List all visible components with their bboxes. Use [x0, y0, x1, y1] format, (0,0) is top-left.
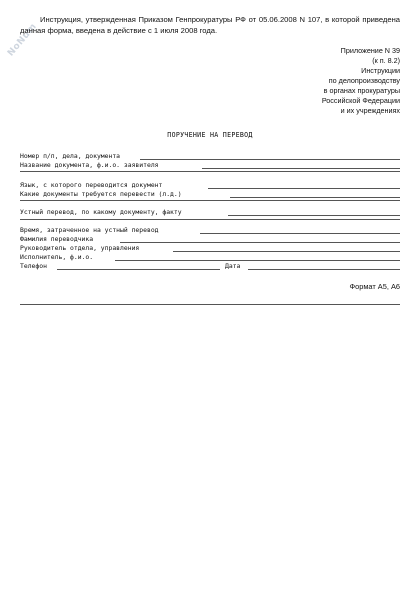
field-number-label: Номер п/п, дела, документа	[20, 152, 121, 160]
appendix-number: Приложение N 39	[340, 46, 400, 55]
field-translator-label: Фамилия переводчика	[20, 235, 94, 243]
field-language-label: Язык, с которого переводится документ	[20, 181, 163, 189]
appendix-line: в органах прокуратуры	[323, 86, 400, 95]
field-phone-label: Телефон	[20, 262, 47, 270]
blank-line[interactable]	[20, 200, 400, 201]
field-executor-label: Исполнитель, ф.и.о.	[20, 253, 94, 261]
field-doc-name	[20, 160, 400, 170]
format-note: Формат А5, А6	[349, 282, 400, 291]
field-phone	[20, 261, 400, 271]
field-oral-label: Устный перевод, по какому документу, факту	[20, 208, 182, 216]
intro-note: Инструкция, утвержденная Приказом Генпрокуратуры РФ от 05.06.2008 N 107, в которой приведена данная форма, введена в действие с 1 июля 2008 года.	[20, 15, 400, 35]
watermark: NoNum	[6, 21, 40, 59]
appendix-line: Российской Федерации	[321, 96, 400, 105]
field-documents-label: Какие документы требуется перевести (л.д.)	[20, 190, 182, 198]
field-oral-line[interactable]	[228, 215, 400, 216]
appendix-header	[220, 46, 400, 116]
field-doc-name-label: Название документа, ф.и.о. заявителя	[20, 161, 159, 169]
divider	[20, 304, 400, 305]
field-date-label: Дата	[225, 262, 241, 270]
field-time-label: Время, затраченное на устный перевод	[20, 226, 159, 234]
appendix-clause: (к п. 8.2)	[372, 56, 400, 65]
appendix-line: по делопроизводству	[328, 76, 400, 85]
field-doc-name-line[interactable]	[202, 168, 400, 169]
field-documents	[20, 189, 400, 199]
field-head-label: Руководитель отдела, управления	[20, 244, 140, 252]
blank-line[interactable]	[20, 171, 400, 172]
form-title: ПОРУЧЕНИЕ НА ПЕРЕВОД	[167, 131, 253, 139]
field-documents-line[interactable]	[230, 197, 400, 198]
field-phone-line[interactable]	[57, 269, 220, 270]
field-oral	[20, 207, 400, 217]
appendix-line: и их учреждениях	[340, 106, 400, 115]
field-date-line[interactable]	[248, 269, 400, 270]
appendix-line: Инструкции	[361, 66, 400, 75]
blank-line[interactable]	[20, 219, 400, 220]
